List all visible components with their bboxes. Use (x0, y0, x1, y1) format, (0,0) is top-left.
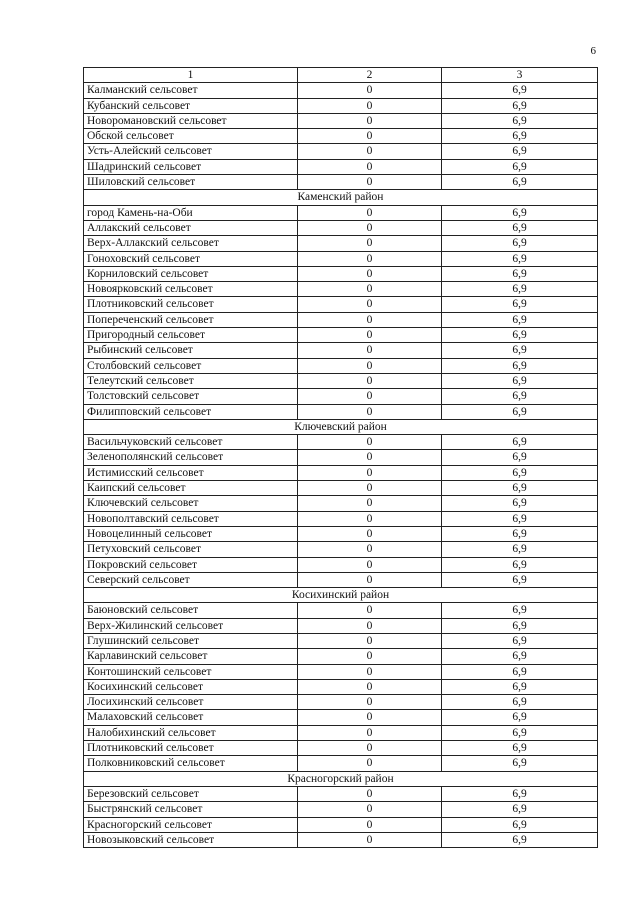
column-3-value-cell: 6,9 (442, 572, 598, 587)
settlement-name-cell: Северский сельсовет (84, 572, 298, 587)
header-row (84, 68, 598, 83)
settlement-name-cell: Быстрянский сельсовет (84, 802, 298, 817)
settlement-name-cell: Филипповский сельсовет (84, 404, 298, 419)
table-row (84, 98, 598, 113)
column-2-value-cell: 0 (298, 144, 442, 159)
table-row (84, 679, 598, 694)
table-row (84, 282, 598, 297)
settlement-name-cell: Петуховский сельсовет (84, 542, 298, 557)
settlement-name-cell: Верх-Жилинский сельсовет (84, 618, 298, 633)
column-3-value-cell: 6,9 (442, 695, 598, 710)
settlement-name-cell: Васильчуковский сельсовет (84, 435, 298, 450)
section-title: Красногорский район (84, 771, 598, 786)
column-3-value-cell: 6,9 (442, 236, 598, 251)
column-2-value-cell: 0 (298, 603, 442, 618)
table-row (84, 404, 598, 419)
column-2-value-cell: 0 (298, 236, 442, 251)
column-3-value-cell: 6,9 (442, 633, 598, 648)
section-header-row (84, 190, 598, 205)
column-3-value-cell: 6,9 (442, 664, 598, 679)
column-3-value-cell: 6,9 (442, 603, 598, 618)
column-2-value-cell: 0 (298, 373, 442, 388)
settlement-name-cell: Попереченский сельсовет (84, 312, 298, 327)
settlement-name-cell: Глушинский сельсовет (84, 633, 298, 648)
column-2-value-cell: 0 (298, 817, 442, 832)
section-header-row (84, 588, 598, 603)
settlement-name-cell: Новоярковский сельсовет (84, 282, 298, 297)
table-row (84, 511, 598, 526)
table-row (84, 144, 598, 159)
column-2-value-cell: 0 (298, 496, 442, 511)
settlement-name-cell: Плотниковский сельсовет (84, 297, 298, 312)
table-row (84, 175, 598, 190)
settlement-name-cell: Новоцелинный сельсовет (84, 526, 298, 541)
settlement-name-cell: Толстовский сельсовет (84, 389, 298, 404)
settlement-name-cell: Лосихинский сельсовет (84, 695, 298, 710)
column-2-value-cell: 0 (298, 358, 442, 373)
settlement-name-cell: Калманский сельсовет (84, 83, 298, 98)
column-2-value-cell: 0 (298, 282, 442, 297)
column-2-value-cell: 0 (298, 572, 442, 587)
column-2-value-cell: 0 (298, 557, 442, 572)
settlement-name-cell: Усть-Алейский сельсовет (84, 144, 298, 159)
column-3-value-cell: 6,9 (442, 465, 598, 480)
settlement-name-cell: Красногорский сельсовет (84, 817, 298, 832)
column-3-value-cell: 6,9 (442, 373, 598, 388)
page-number: 6 (590, 45, 596, 57)
column-2-value-cell: 0 (298, 618, 442, 633)
column-2-value-cell: 0 (298, 542, 442, 557)
settlement-name-cell: Гоноховский сельсовет (84, 251, 298, 266)
column-3-value-cell: 6,9 (442, 175, 598, 190)
table-row (84, 496, 598, 511)
column-2-value-cell: 0 (298, 220, 442, 235)
settlement-name-cell: Рыбинский сельсовет (84, 343, 298, 358)
table-row (84, 435, 598, 450)
column-2-value-cell: 0 (298, 710, 442, 725)
column-2-value-cell: 0 (298, 511, 442, 526)
table-row (84, 358, 598, 373)
table-row (84, 373, 598, 388)
settlement-name-cell: Полковниковский сельсовет (84, 756, 298, 771)
table-row (84, 129, 598, 144)
table-row (84, 695, 598, 710)
column-3-value-cell: 6,9 (442, 282, 598, 297)
column-3-value-cell: 6,9 (442, 802, 598, 817)
table-row (84, 725, 598, 740)
column-3-value-cell: 6,9 (442, 358, 598, 373)
column-3-value-cell: 6,9 (442, 496, 598, 511)
table-row (84, 251, 598, 266)
column-2-value-cell: 0 (298, 633, 442, 648)
table-row (84, 343, 598, 358)
column-2-value-cell: 0 (298, 679, 442, 694)
column-3-value-cell: 6,9 (442, 328, 598, 343)
column-3-value-cell: 6,9 (442, 710, 598, 725)
settlement-name-cell: Каипский сельсовет (84, 481, 298, 496)
settlement-name-cell: Ключевский сельсовет (84, 496, 298, 511)
column-2-value-cell: 0 (298, 664, 442, 679)
column-2-value-cell: 0 (298, 328, 442, 343)
table-row (84, 526, 598, 541)
section-header-row (84, 419, 598, 434)
settlement-name-cell: Новополтавский сельсовет (84, 511, 298, 526)
settlement-name-cell: Шадринский сельсовет (84, 159, 298, 174)
table-row (84, 312, 598, 327)
column-3-value-cell: 6,9 (442, 435, 598, 450)
column-3-value-cell: 6,9 (442, 266, 598, 281)
column-2-value-cell: 0 (298, 725, 442, 740)
table-row (84, 266, 598, 281)
settlement-name-cell: Баюновский сельсовет (84, 603, 298, 618)
column-3-value-cell: 6,9 (442, 725, 598, 740)
table-row (84, 481, 598, 496)
settlement-name-cell: Налобихинский сельсовет (84, 725, 298, 740)
column-header-1: 1 (84, 68, 298, 83)
column-2-value-cell: 0 (298, 526, 442, 541)
table-row (84, 649, 598, 664)
column-3-value-cell: 6,9 (442, 98, 598, 113)
column-3-value-cell: 6,9 (442, 251, 598, 266)
column-3-value-cell: 6,9 (442, 832, 598, 847)
column-3-value-cell: 6,9 (442, 450, 598, 465)
column-3-value-cell: 6,9 (442, 817, 598, 832)
column-3-value-cell: 6,9 (442, 159, 598, 174)
table-row (84, 159, 598, 174)
column-2-value-cell: 0 (298, 343, 442, 358)
table-row (84, 618, 598, 633)
column-3-value-cell: 6,9 (442, 481, 598, 496)
column-3-value-cell: 6,9 (442, 618, 598, 633)
column-2-value-cell: 0 (298, 465, 442, 480)
column-3-value-cell: 6,9 (442, 144, 598, 159)
settlement-name-cell: Контошинский сельсовет (84, 664, 298, 679)
column-2-value-cell: 0 (298, 159, 442, 174)
column-2-value-cell: 0 (298, 786, 442, 801)
settlement-name-cell: Шиловский сельсовет (84, 175, 298, 190)
column-2-value-cell: 0 (298, 98, 442, 113)
table-row (84, 389, 598, 404)
table-row (84, 572, 598, 587)
settlement-name-cell: Телеутский сельсовет (84, 373, 298, 388)
settlement-name-cell: город Камень-на-Оби (84, 205, 298, 220)
column-2-value-cell: 0 (298, 695, 442, 710)
column-3-value-cell: 6,9 (442, 741, 598, 756)
table-row (84, 113, 598, 128)
column-3-value-cell: 6,9 (442, 557, 598, 572)
settlement-name-cell: Аллакский сельсовет (84, 220, 298, 235)
column-2-value-cell: 0 (298, 205, 442, 220)
table-row (84, 832, 598, 847)
column-3-value-cell: 6,9 (442, 205, 598, 220)
table-row (84, 205, 598, 220)
settlement-name-cell: Косихинский сельсовет (84, 679, 298, 694)
column-3-value-cell: 6,9 (442, 113, 598, 128)
column-3-value-cell: 6,9 (442, 129, 598, 144)
column-2-value-cell: 0 (298, 251, 442, 266)
table-row (84, 741, 598, 756)
settlement-name-cell: Столбовский сельсовет (84, 358, 298, 373)
table-row (84, 297, 598, 312)
settlement-name-cell: Верх-Аллакский сельсовет (84, 236, 298, 251)
table-body (84, 83, 598, 848)
table-row (84, 664, 598, 679)
section-title: Каменский район (84, 190, 598, 205)
column-3-value-cell: 6,9 (442, 83, 598, 98)
settlement-name-cell: Новозыковский сельсовет (84, 832, 298, 847)
column-header-3: 3 (442, 68, 598, 83)
column-2-value-cell: 0 (298, 266, 442, 281)
table-row (84, 220, 598, 235)
column-3-value-cell: 6,9 (442, 526, 598, 541)
column-3-value-cell: 6,9 (442, 312, 598, 327)
settlement-name-cell: Корниловский сельсовет (84, 266, 298, 281)
settlement-name-cell: Новороманoвский сельсовет (84, 113, 298, 128)
settlement-name-cell: Покровский сельсовет (84, 557, 298, 572)
settlement-name-cell: Малаховский сельсовет (84, 710, 298, 725)
settlement-name-cell: Истимисский сельсовет (84, 465, 298, 480)
table-row (84, 465, 598, 480)
column-3-value-cell: 6,9 (442, 542, 598, 557)
column-2-value-cell: 0 (298, 389, 442, 404)
table-row (84, 236, 598, 251)
table-row (84, 557, 598, 572)
column-2-value-cell: 0 (298, 113, 442, 128)
table-row (84, 450, 598, 465)
settlement-name-cell: Карлавинский сельсовет (84, 649, 298, 664)
column-3-value-cell: 6,9 (442, 404, 598, 419)
table-row (84, 542, 598, 557)
table-row (84, 817, 598, 832)
section-title: Ключевский район (84, 419, 598, 434)
section-header-row (84, 771, 598, 786)
settlement-name-cell: Зеленополянский сельсовет (84, 450, 298, 465)
table-row (84, 756, 598, 771)
section-title: Косихинский район (84, 588, 598, 603)
column-3-value-cell: 6,9 (442, 389, 598, 404)
column-2-value-cell: 0 (298, 297, 442, 312)
column-2-value-cell: 0 (298, 832, 442, 847)
column-2-value-cell: 0 (298, 129, 442, 144)
column-2-value-cell: 0 (298, 756, 442, 771)
column-3-value-cell: 6,9 (442, 786, 598, 801)
settlement-name-cell: Обской сельсовет (84, 129, 298, 144)
settlement-name-cell: Пригородный сельсовет (84, 328, 298, 343)
column-3-value-cell: 6,9 (442, 649, 598, 664)
column-2-value-cell: 0 (298, 741, 442, 756)
table-row (84, 802, 598, 817)
data-table (83, 67, 598, 848)
column-3-value-cell: 6,9 (442, 679, 598, 694)
column-2-value-cell: 0 (298, 312, 442, 327)
column-3-value-cell: 6,9 (442, 297, 598, 312)
table-row (84, 786, 598, 801)
column-3-value-cell: 6,9 (442, 756, 598, 771)
table-row (84, 603, 598, 618)
settlement-name-cell: Березовский сельсовет (84, 786, 298, 801)
column-3-value-cell: 6,9 (442, 511, 598, 526)
column-3-value-cell: 6,9 (442, 220, 598, 235)
column-3-value-cell: 6,9 (442, 343, 598, 358)
column-2-value-cell: 0 (298, 435, 442, 450)
column-2-value-cell: 0 (298, 450, 442, 465)
table-row (84, 328, 598, 343)
column-2-value-cell: 0 (298, 83, 442, 98)
column-2-value-cell: 0 (298, 649, 442, 664)
settlement-name-cell: Кубанский сельсовет (84, 98, 298, 113)
column-2-value-cell: 0 (298, 481, 442, 496)
column-2-value-cell: 0 (298, 404, 442, 419)
settlement-name-cell: Плотниковский сельсовет (84, 741, 298, 756)
column-2-value-cell: 0 (298, 802, 442, 817)
column-header-2: 2 (298, 68, 442, 83)
table-row (84, 633, 598, 648)
table-row (84, 710, 598, 725)
column-2-value-cell: 0 (298, 175, 442, 190)
table-row (84, 83, 598, 98)
